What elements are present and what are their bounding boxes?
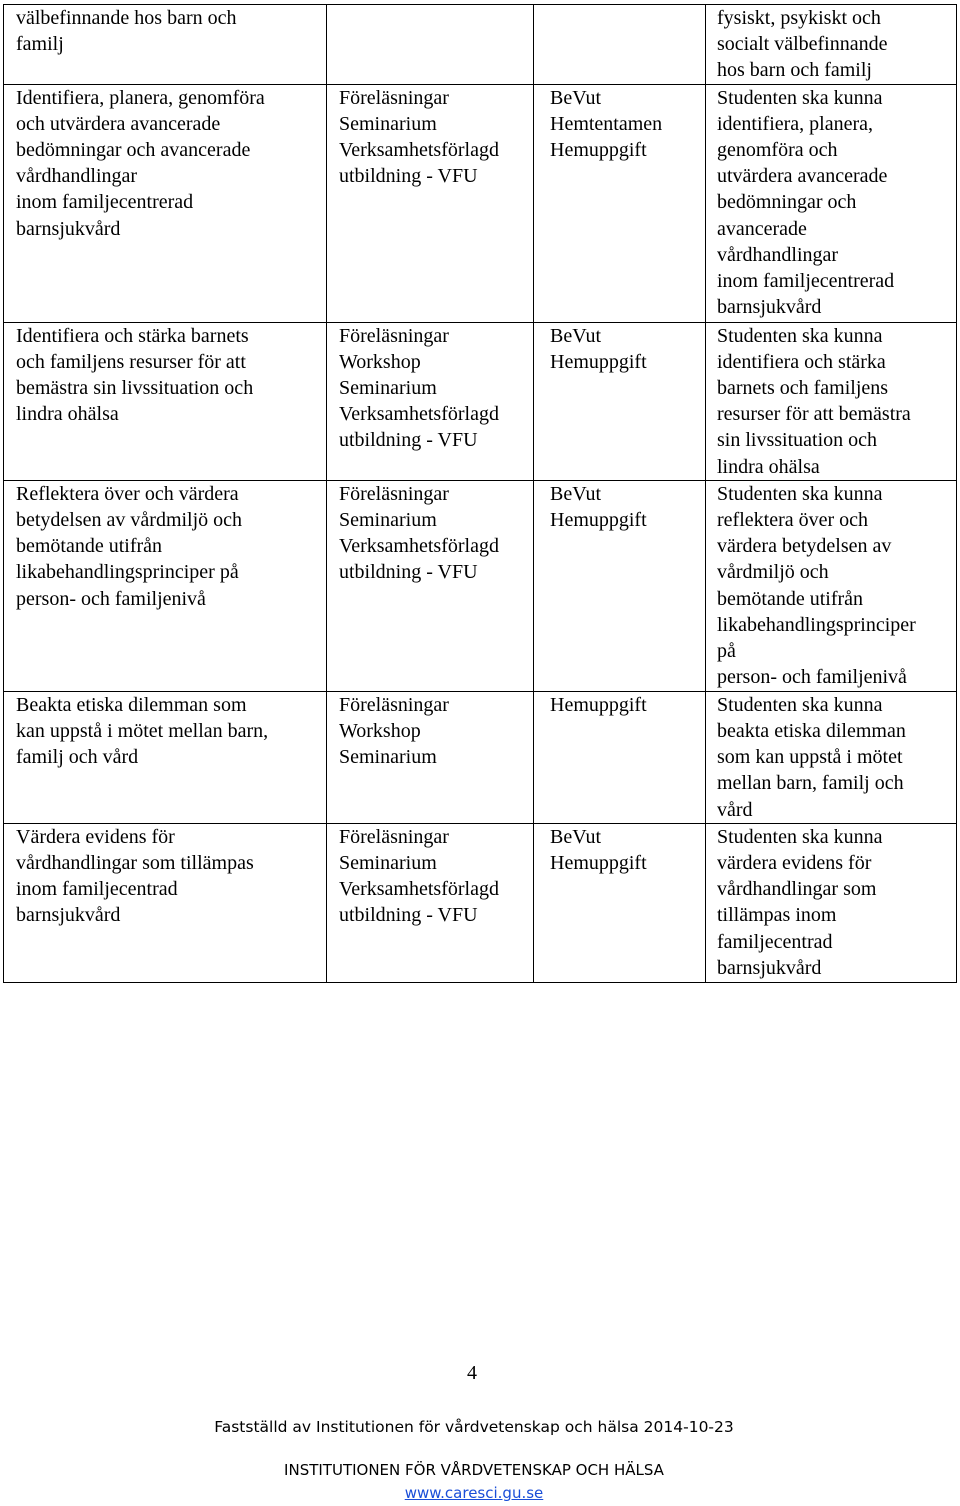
cell-line: på	[717, 640, 736, 663]
cell-line: Föreläsningar	[339, 482, 449, 505]
cell-line: och utvärdera avancerade	[16, 112, 221, 135]
objective-cell	[4, 691, 327, 823]
cell-line: Studenten ska kunna	[717, 324, 883, 347]
cell-line: bemötande utifrån	[16, 535, 163, 558]
cell-line: bemötande utifrån	[717, 587, 864, 610]
objective-cell	[4, 823, 327, 982]
cell-line: lindra ohälsa	[717, 455, 820, 478]
cell-line: hos barn och familj	[717, 59, 872, 82]
cell-line: BeVut	[550, 825, 602, 848]
cell-line: Workshop	[339, 350, 421, 373]
cell-line: vårdhandlingar	[16, 165, 138, 188]
examination-cell	[534, 322, 706, 480]
cell-line: vårdhandlingar	[717, 243, 839, 266]
cell-line: identifiera, planera,	[717, 112, 874, 135]
outcome-cell	[706, 480, 957, 691]
teaching-methods-cell	[327, 322, 534, 480]
cell-line: familjecentrad	[717, 930, 833, 953]
outcome-cell	[706, 5, 957, 85]
cell-line: utbildning - VFU	[339, 165, 478, 188]
cell-line: tillämpas inom	[717, 904, 837, 927]
cell-line: Verksamhetsförlagd	[339, 535, 499, 558]
cell-line: inom familjecentrad	[16, 878, 178, 901]
cell-line: bedömningar och avancerade	[16, 139, 251, 162]
cell-line: Verksamhetsförlagd	[339, 878, 499, 901]
cell-line: och familjens resurser för att	[16, 350, 246, 373]
table-row	[4, 691, 957, 823]
course-objectives-table	[3, 4, 957, 983]
cell-line: som kan uppstå i mötet	[717, 746, 903, 769]
cell-line: BeVut	[550, 324, 602, 347]
cell-line: Hemuppgift	[550, 139, 647, 162]
cell-line: Identifiera och stärka barnets	[16, 324, 249, 347]
cell-line: utbildning - VFU	[339, 561, 478, 584]
cell-line: vårdhandlingar som	[717, 878, 877, 901]
examination-cell	[534, 691, 706, 823]
table-row	[4, 84, 957, 322]
cell-line: barnsjukvård	[717, 956, 822, 979]
cell-line: Workshop	[339, 720, 421, 743]
outcome-cell	[706, 84, 957, 322]
cell-line: Seminarium	[339, 746, 437, 769]
objective-cell	[4, 84, 327, 322]
objective-cell	[4, 480, 327, 691]
cell-line: Beakta etiska dilemman som	[16, 693, 247, 716]
cell-line: BeVut	[550, 482, 602, 505]
examination-cell	[534, 5, 706, 85]
cell-line: BeVut	[550, 86, 602, 109]
cell-line: värdera betydelsen av	[717, 535, 892, 558]
cell-line: Hemuppgift	[550, 693, 647, 716]
cell-line: avancerade	[717, 217, 807, 240]
cell-line: barnets och familjens	[717, 377, 889, 400]
cell-line: utbildning - VFU	[339, 429, 478, 452]
cell-line: Hemuppgift	[550, 350, 647, 373]
cell-line: välbefinnande hos barn och	[16, 7, 237, 29]
objective-cell	[4, 322, 327, 480]
teaching-methods-cell	[327, 691, 534, 823]
cell-line: Seminarium	[339, 112, 437, 135]
table-row	[4, 823, 957, 982]
teaching-methods-cell	[327, 480, 534, 691]
cell-line: sin livssituation och	[717, 429, 877, 452]
cell-line: Studenten ska kunna	[717, 482, 883, 505]
cell-line: Studenten ska kunna	[717, 825, 883, 848]
cell-line: beakta etiska dilemman	[717, 720, 906, 743]
objective-cell	[4, 5, 327, 85]
cell-line: Studenten ska kunna	[717, 86, 883, 109]
table-row	[4, 480, 957, 691]
cell-line: Studenten ska kunna	[717, 693, 883, 716]
cell-line: resurser för att bemästra	[717, 403, 911, 426]
cell-line: socialt välbefinnande	[717, 33, 888, 56]
cell-line: bemästra sin livssituation och	[16, 377, 254, 400]
page-number: 4	[467, 1362, 477, 1384]
cell-line: utbildning - VFU	[339, 904, 478, 927]
teaching-methods-cell	[327, 84, 534, 322]
cell-line: Föreläsningar	[339, 825, 449, 848]
teaching-methods-cell	[327, 5, 534, 85]
cell-line: Seminarium	[339, 852, 437, 875]
cell-line: fysiskt, psykiskt och	[717, 7, 881, 29]
cell-line: bedömningar och	[717, 191, 857, 214]
cell-line: Hemuppgift	[550, 852, 647, 875]
cell-line: familj	[16, 33, 64, 56]
cell-line: Hemuppgift	[550, 509, 647, 532]
cell-line: utvärdera avancerade	[717, 165, 888, 188]
cell-line: Identifiera, planera, genomföra	[16, 86, 265, 109]
cell-line: person- och familjenivå	[16, 587, 206, 610]
table-row	[4, 322, 957, 480]
teaching-methods-cell	[327, 823, 534, 982]
cell-line: likabehandlingsprinciper på	[16, 561, 239, 584]
examination-cell	[534, 823, 706, 982]
cell-line: Verksamhetsförlagd	[339, 403, 499, 426]
cell-line: Reflektera över och värdera	[16, 482, 239, 505]
outcome-cell	[706, 823, 957, 982]
cell-line: vård	[717, 798, 753, 821]
cell-line: barnsjukvård	[16, 217, 121, 240]
footer-website-link[interactable]: www.caresci.gu.se	[404, 1484, 544, 1502]
cell-line: person- och familjenivå	[717, 666, 907, 689]
cell-line: Föreläsningar	[339, 693, 449, 716]
cell-line: identifiera och stärka	[717, 350, 886, 373]
cell-line: barnsjukvård	[16, 904, 121, 927]
cell-line: genomföra och	[717, 139, 838, 162]
cell-line: barnsjukvård	[717, 296, 822, 319]
footer-institution: INSTITUTIONEN FÖR VÅRDVETENSKAP OCH HÄLSA	[284, 1461, 664, 1479]
cell-line: familj och vård	[16, 746, 139, 769]
cell-line: vårdhandlingar som tillämpas	[16, 852, 254, 875]
examination-cell	[534, 84, 706, 322]
cell-line: betydelsen av vårdmiljö och	[16, 509, 243, 532]
table-row	[4, 5, 957, 85]
cell-line: Föreläsningar	[339, 324, 449, 347]
outcome-cell	[706, 691, 957, 823]
cell-line: kan uppstå i mötet mellan barn,	[16, 720, 269, 743]
cell-line: mellan barn, familj och	[717, 772, 904, 795]
cell-line: inom familjecentrerad	[16, 191, 194, 214]
cell-line: Föreläsningar	[339, 86, 449, 109]
examination-cell	[534, 480, 706, 691]
outcome-cell	[706, 322, 957, 480]
cell-line: likabehandlingsprinciper	[717, 613, 916, 636]
cell-line: Seminarium	[339, 377, 437, 400]
footer-established-date: Fastställd av Institutionen för vårdvetenskap och hälsa 2014-10-23	[214, 1418, 734, 1436]
cell-line: Verksamhetsförlagd	[339, 139, 499, 162]
cell-line: Hemtentamen	[550, 112, 663, 135]
cell-line: Seminarium	[339, 509, 437, 532]
cell-line: värdera evidens för	[717, 852, 872, 875]
cell-line: inom familjecentrerad	[717, 270, 895, 293]
cell-line: Värdera evidens för	[16, 825, 175, 848]
cell-line: reflektera över och	[717, 509, 869, 532]
cell-line: lindra ohälsa	[16, 403, 119, 426]
cell-line: vårdmiljö och	[717, 561, 829, 584]
